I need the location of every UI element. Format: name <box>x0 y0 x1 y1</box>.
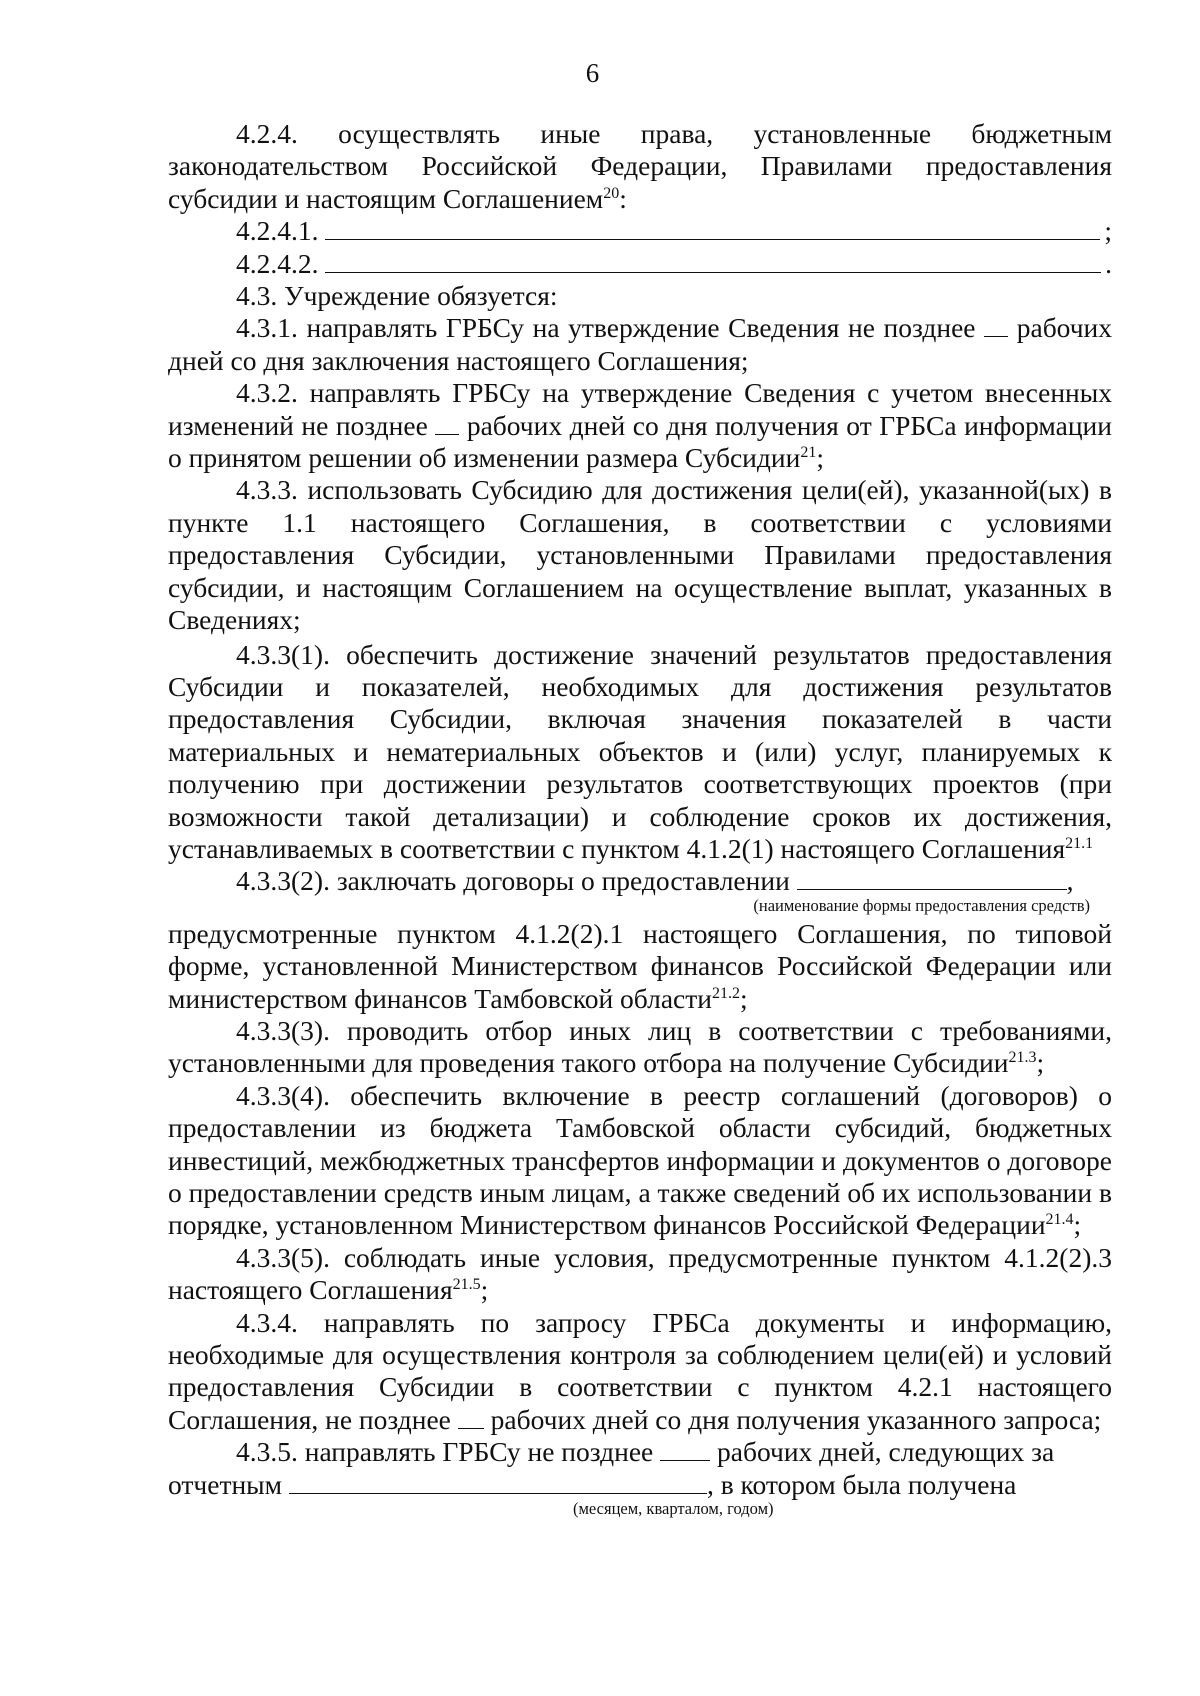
paragraph-text: рабочих дней со дня получения указанного запроса; <box>490 1403 1102 1435</box>
paragraph-text: рабочих дней, следующих за <box>717 1436 1055 1468</box>
paragraph-text: рабочих дней со дня заключения настоящего Соглашения; <box>168 312 1113 376</box>
fill-in-blank <box>984 312 1008 337</box>
paragraph-text: 4.2.4. осуществлять иные права, установленные бюджетным законодательством Российской Федерации, Правилами предоставления субсидии и настоящим Соглашением <box>168 118 1112 214</box>
paragraph-text: 4.3.3(5). соблюдать иные условия, предусмотренные пунктом 4.1.2(2).3 настоящего Соглашения <box>168 1241 1112 1306</box>
fill-in-blank <box>797 865 1067 890</box>
footnote-ref: 21.3 <box>1008 1049 1037 1067</box>
paragraph-text: рабочих дней со дня получения от ГРБСа информации о принятом решении об изменении размера Субсидии <box>168 409 1112 474</box>
paragraph-text: , в котором была получена <box>706 1468 1017 1500</box>
paragraph-4-3-3-1 <box>168 639 1112 866</box>
paragraph-text: предусмотренные пунктом 4.1.2(2).1 настоящего Соглашения, по типовой форме, установленной Министерством финансов Российской Федерации или министерством финансов Тамбовской области <box>168 917 1112 1014</box>
fill-in-blank <box>289 1469 707 1494</box>
item-number: 4.2.4.1. <box>236 215 319 247</box>
footnote-ref: 21.5 <box>452 1276 481 1294</box>
punctuation: ; <box>1036 1047 1045 1079</box>
paragraph-text: 4.3.1. направлять ГРБСу на утверждение Сведения не позднее <box>236 312 976 344</box>
paragraph-4-2-4-1 <box>168 215 1112 247</box>
footnote-ref: 21.1 <box>1065 834 1094 852</box>
footnote-ref: 21 <box>800 443 817 461</box>
field-caption: (наименование формы предоставления средств) <box>753 895 1090 915</box>
paragraph-4-3-5-continued <box>168 1469 1112 1501</box>
paragraph-text: 4.3.3(3). проводить отбор иных лиц в соответствии с требованиями, установленными для проведения такого отбора на получение Субсидии <box>168 1014 1112 1079</box>
punctuation: ; <box>1073 1209 1082 1241</box>
punctuation: ; <box>1104 215 1112 247</box>
paragraph-4-3-3-2-continued <box>168 918 1112 1015</box>
paragraph-4-3-3-5 <box>168 1242 1112 1307</box>
footnote-ref: 21.4 <box>1045 1211 1074 1229</box>
paragraph-4-3-3: 4.3.3. использовать Субсидию для достижения цели(ей), указанной(ых) в пункте 1.1 настоящего Соглашения, в соответствии с условиями предоставления Субсидии, установленными Правилами предоставления субсидии, и настоящим Соглашением на осуществление выплат, указанных в Сведениях; <box>168 474 1112 636</box>
paragraph-4-3-4 <box>168 1307 1112 1437</box>
paragraph-4-3-3-4 <box>168 1080 1112 1242</box>
paragraph-text: отчетным <box>168 1468 283 1500</box>
paragraph-text: 4.3.3(4). обеспечить включение в реестр соглашений (договоров) о предоставлении из бюджета Тамбовской области субсидий, бюджетных инвестиций, межбюджетных трансфертов информации и документов о договоре о предоставлении средств иным лицам, а также сведений об их использовании в порядке, установленном Министерством финансов Российской Федерации <box>168 1079 1112 1241</box>
page-number: 6 <box>585 58 600 88</box>
fill-in-blank <box>435 410 459 435</box>
fill-in-line <box>325 215 1101 240</box>
item-number: 4.2.4.2. <box>236 247 319 279</box>
paragraph-text: 4.3.4. направлять по запросу ГРБСа документы и информацию, необходимые для осуществления контроля за соблюдением цели(ей) и условий предоставления Субсидии в соответствии с пунктом 4.2.1 настоящего Соглашения, не позднее <box>168 1306 1112 1435</box>
paragraph-text: 4.3.2. направлять ГРБСу на утверждение Сведения с учетом внесенных изменений не позднее <box>168 377 1112 441</box>
fill-in-blank <box>660 1436 710 1461</box>
paragraph-4-2-4-2 <box>168 248 1112 280</box>
paragraph-4-3: 4.3. Учреждение обязуется: <box>236 280 558 312</box>
fill-in-line <box>325 248 1102 273</box>
punctuation: . <box>1105 247 1112 279</box>
paragraph-4-3-1 <box>168 312 1112 377</box>
paragraph-text: 4.3.3(1). обеспечить достижение значений результатов предоставления Субсидии и показателей, необходимых для достижения результатов предоставления Субсидии, включая значения показателей в части материальных и нематериальных объектов и (или) услуг, планируемых к получению при достижении результатов соответствующих проектов (при возможности такой детализации) и соблюдение сроков их достижения, устанавливаемых в соответствии с пунктом 4.1.2(1) настоящего Соглашения <box>168 638 1112 864</box>
field-caption: (месяцем, кварталом, годом) <box>573 1499 774 1519</box>
paragraph-4-3-5 <box>168 1436 1112 1468</box>
punctuation: , <box>1066 865 1074 897</box>
punctuation: ; <box>816 442 824 474</box>
punctuation: ; <box>739 982 748 1014</box>
paragraph-4-3-3-3 <box>168 1015 1112 1080</box>
footnote-ref: 20 <box>603 184 620 202</box>
paragraph-text: 4.3.5. направлять ГРБСу не позднее <box>236 1436 654 1468</box>
fill-in-blank <box>458 1404 484 1429</box>
punctuation: ; <box>480 1274 489 1306</box>
punctuation: : <box>619 182 627 214</box>
paragraph-4-3-2 <box>168 377 1112 474</box>
paragraph-4-3-3-2 <box>168 865 1112 897</box>
paragraph-text: 4.3.3(2). заключать договоры о предоставлении <box>236 865 790 897</box>
paragraph-4-2-4 <box>168 118 1112 215</box>
footnote-ref: 21.2 <box>711 984 740 1002</box>
document-body <box>168 118 1112 1521</box>
